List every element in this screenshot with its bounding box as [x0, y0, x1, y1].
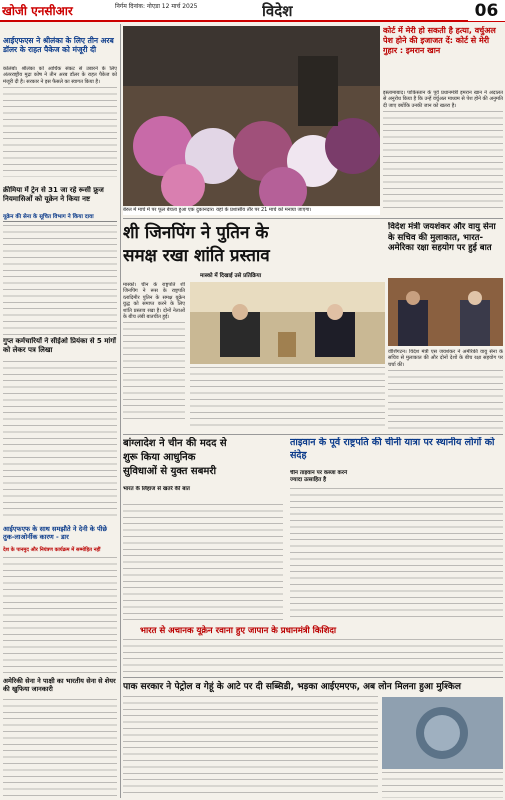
headline-american-army: [3, 677, 117, 697]
flower-market-illustration: [123, 26, 380, 206]
body-xi-putin: [123, 282, 185, 432]
body-xi-putin-lines: [123, 322, 185, 422]
column-divider: [120, 24, 121, 798]
body-jaishankar-text: वॉशिंगटन। विदेश मंत्री एस जयशंकर ने अमेरिकी वायु सेना के सचिव से मुलाकात की और दोनों देशों के बीच रक्षा सहयोग पर चर्चा की।: [388, 349, 503, 368]
body-army-prep-lines: [3, 557, 117, 675]
headline-bangladesh: [123, 437, 283, 483]
body-bangladesh-lines: [123, 504, 283, 622]
section-title: विदेश: [262, 2, 293, 20]
headline-taiwan: [290, 437, 503, 467]
headline-ifs-lanka: [3, 36, 117, 64]
headline-ukraine-japan: [140, 625, 503, 637]
headline-bangladesh-line1: बांग्लादेश ने चीन की मदद से: [123, 438, 227, 449]
subhead-taiwan-text: चीन ताइवान पर कब्जा करने ज्यादा उत्साहित है: [290, 470, 348, 483]
flower-market-photo: [123, 26, 380, 206]
section-divider-3: [123, 677, 503, 678]
body-imran-lines: [383, 111, 503, 211]
subhead-bangladesh-text: भारत के लिहाज से खतरे की बात: [123, 486, 190, 492]
jaishankar-illustration: [388, 278, 503, 346]
headline-xi-putin: [123, 222, 385, 272]
headline-imran-text: कोर्ट में मेरी हो सकती है हत्या, वर्चुअल पेश होने की इजाजत दें: कोर्ट से मेरी गुहार : इमरान खान: [383, 26, 496, 55]
body-american-army-lines: [3, 699, 117, 797]
headline-pak-wheat: [123, 680, 503, 694]
headline-army-prep-text: आईएफएफ के साथ समझौते ने देनी के पीछे तुक-लाओर्नीक कारण - डार: [3, 525, 107, 541]
headline-ifs-lanka-text: आईएफएस ने श्रीलंका के लिए तीन अरब डॉलर के राहत पैकेज को मंजूरी दी: [3, 36, 114, 54]
headline-bangladesh-line3: सुविधाओं से युक्त सबमरी: [123, 466, 217, 477]
jaishankar-photo: [388, 278, 503, 346]
headline-gupt-text: गुप्त कर्मचारियों ने सीईओ प्रियंका से 5 मांगों को लेकर पत्र लिखा: [3, 337, 116, 354]
body-crimea-lines: [3, 225, 117, 335]
xi-putin-photo: [190, 282, 385, 364]
subhead-taiwan: [290, 470, 360, 486]
masthead-logo: खोजी एनसीआर: [2, 2, 112, 20]
body-taiwan-lines: [290, 488, 503, 622]
subhead-xi-putin: [200, 272, 350, 280]
headline-bangladesh-line2: शुरू किया आधुनिक: [123, 452, 196, 463]
headline-crimea-text: क्रीमिया में ट्रेन से 31 जा रहे रूसी फ्रूज नियमासिओं को यूक्रेन ने किया नष्ट: [3, 186, 104, 203]
headline-imran: [383, 26, 503, 86]
body-imran: [383, 90, 503, 216]
subhead-army-prep-text: देश के पानमुद और नियंत्रण कार्यक्रम में सम्मोहित नहीं: [3, 547, 101, 553]
subhead-army-prep: [3, 546, 117, 555]
body-jaishankar-lines: [388, 370, 503, 430]
imf-photo: [382, 697, 503, 769]
headline-american-army-text: अमेरिकी सेना ने पाक्षी का भारतीय सेना से शेयर की खुफिया जानकारी: [3, 677, 116, 693]
body-ifs-lanka-text: कोलंबो। श्रीलंका को आर्थिक संकट से उबारने के लिए अंतरराष्ट्रीय मुद्रा कोष ने तीन अरब डॉलर के राहत पैकेज को मंजूरी दी है। सरकार ने इस फैसले का स्वागत किया है।: [3, 66, 117, 85]
subhead-crimea-text: यूक्रेन की सेना के सूचित विभाग ने किया दावा: [3, 214, 94, 220]
body-jaishankar: [388, 349, 503, 431]
headline-gupt: [3, 337, 117, 359]
headline-jaishankar: [388, 222, 503, 274]
imf-logo-illustration: [382, 697, 503, 769]
body-text-lines: [3, 87, 117, 177]
headline-ukraine-japan-text: भारत से अचानक यूक्रेन रवाना हुए जापान के प्रधानमंत्री किशिदा: [140, 626, 337, 636]
subhead-bangladesh: [123, 486, 193, 502]
headline-crimea: [3, 186, 117, 212]
subhead-xi-putin-text: मास्को में दिखाई उसे प्रतिक्रिया: [200, 273, 262, 279]
body-xi-putin-cont-lines: [190, 367, 385, 431]
headline-jaishankar-text: विदेश मंत्री जयशंकर और वायु सेना के सचिव की मुलाकात, भारत-अमेरिका रक्षा सहयोग पर हुई बात: [388, 222, 496, 253]
body-gupt-lines: [3, 361, 117, 521]
subhead-crimea: [3, 213, 117, 222]
body-ukraine-japan-lines: [123, 639, 503, 675]
page-number: 06: [468, 1, 505, 21]
masthead-date: निर्गम दिनांक: नोएडा 12 मार्च 2025: [115, 3, 198, 10]
body-pak-wheat-lines: [123, 696, 378, 798]
headline-army-prep: [3, 525, 117, 545]
body-imran-text: इस्लामाबाद। पाकिस्तान के पूर्व प्रधानमंत्री इमरान खान ने अदालत से अनुरोध किया है कि उन्हें वर्चुअल माध्यम से पेश होने की अनुमति दी जाए क्योंकि उनकी जान को खतरा है।: [383, 90, 503, 109]
body-xi-putin-text: मास्को। चीन के राष्ट्रपति शी जिनपिंग ने रूस के राष्ट्रपति व्लादिमीर पुतिन के समक्ष यूक्रेन युद्ध को समाप्त करने के लिए शांति प्रस्ताव रखा है। दोनों नेताओं के बीच लंबी बातचीत हुई।: [123, 282, 185, 321]
body-pak-wheat-cont-lines: [382, 772, 503, 798]
headline-xi-putin-line2: समक्ष रखा शांति प्रस्ताव: [123, 246, 270, 266]
body-ifs-lanka: [3, 66, 117, 184]
headline-xi-putin-line1: शी जिनपिंग ने पुतिन के: [123, 223, 269, 243]
headline-pak-wheat-text: पाक सरकार ने पेट्रोल व गेहूं के आटे पर दी सब्सिडी, भड़का आईएमएफ, अब लोन मिलना हुआ मुश्किल: [123, 682, 461, 692]
section-divider: [123, 218, 503, 219]
photo-caption: बेरुत में मार्च में पर फूल बेचता हुआ एक दुकानदार। यहां के प्रशासीय तौर पर 21 मार्च को मनाया जाएगा।: [123, 207, 380, 215]
xi-putin-illustration: [190, 282, 385, 364]
section-divider-2: [123, 434, 503, 435]
headline-taiwan-text: ताइवान के पूर्व राष्ट्रपति की चीनी यात्रा पर स्थानीय लोगों को संदेह: [290, 437, 495, 461]
